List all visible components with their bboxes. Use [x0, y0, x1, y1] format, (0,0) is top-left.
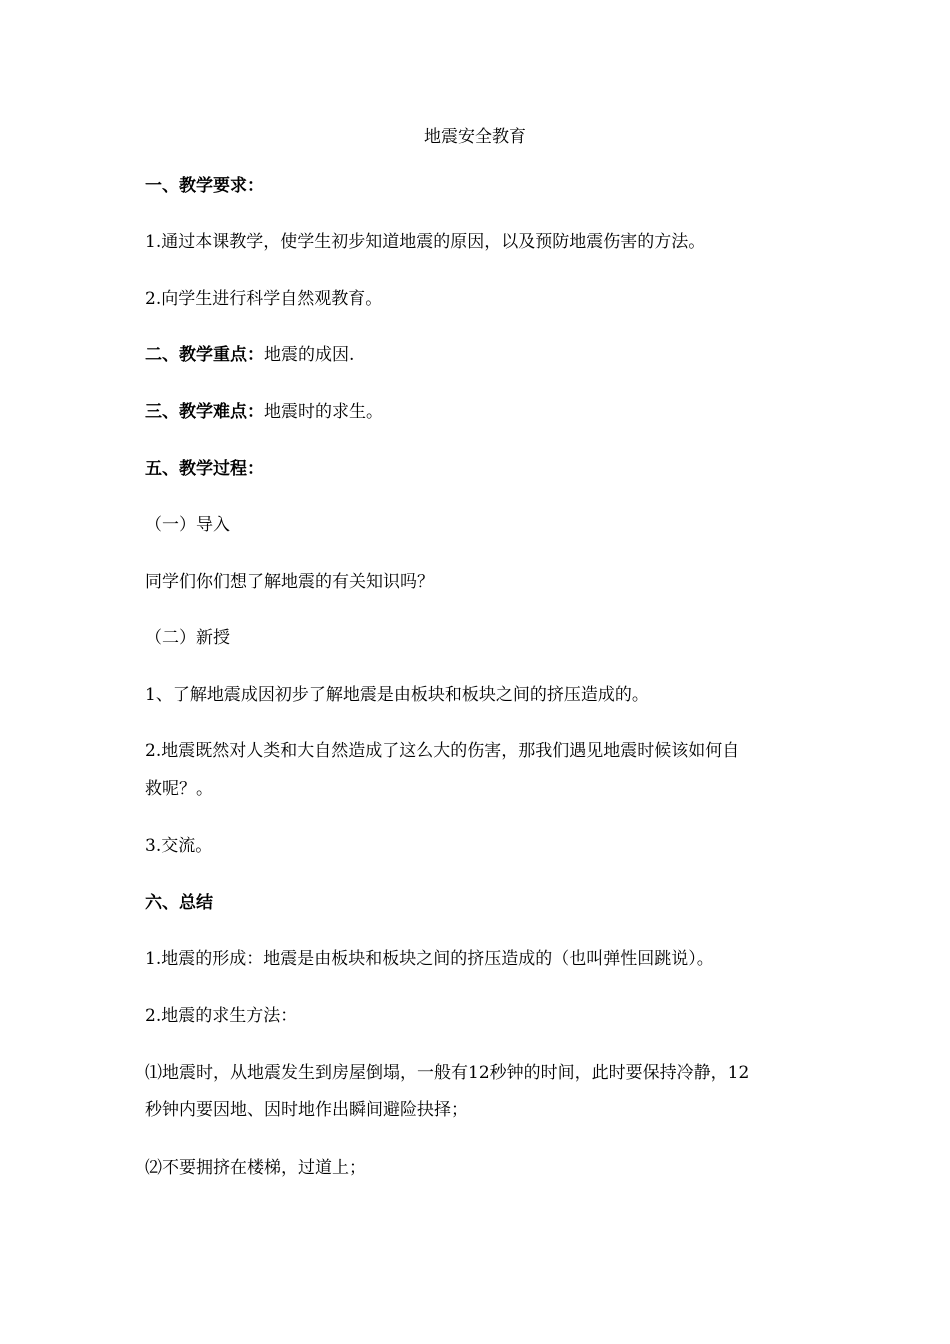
- section-heading-requirements: 一、教学要求：: [145, 176, 264, 196]
- key-point-line: [145, 345, 354, 365]
- paragraph: 同学们你们想了解地震的有关知识吗？: [145, 572, 434, 592]
- paragraph: ⑵不要拥挤在楼梯，过道上；: [145, 1158, 366, 1178]
- paragraph-continuation: 救呢？。: [145, 779, 213, 799]
- section-label-key-point: 二、教学重点：: [145, 345, 264, 365]
- paragraph: 2.地震既然对人类和大自然造成了这么大的伤害，那我们遇见地震时候该如何自: [145, 741, 740, 761]
- document-title: 地震安全教育: [424, 127, 526, 147]
- section-label-difficulty: 三、教学难点：: [145, 402, 264, 422]
- paragraph-continuation: 秒钟内要因地、因时地作出瞬间避险抉择；: [145, 1100, 468, 1120]
- section-heading-process: 五、教学过程：: [145, 459, 264, 479]
- section-text-key-point: 地震的成因.: [264, 345, 355, 365]
- subheading-intro: （一）导入: [145, 515, 230, 535]
- paragraph: 1.地震的形成：地震是由板块和板块之间的挤压造成的（也叫弹性回跳说）。: [145, 949, 714, 969]
- paragraph: 3.交流。: [145, 836, 213, 856]
- paragraph: 1、了解地震成因初步了解地震是由板块和板块之间的挤压造成的。: [145, 685, 649, 705]
- difficulty-line: [145, 402, 383, 422]
- subheading-new-lesson: （二）新授: [145, 628, 230, 648]
- section-text-difficulty: 地震时的求生。: [264, 402, 383, 422]
- paragraph: 2.向学生进行科学自然观教育。: [145, 289, 383, 309]
- paragraph: 2.地震的求生方法：: [145, 1006, 298, 1026]
- paragraph: ⑴地震时，从地震发生到房屋倒塌，一般有12秒钟的时间，此时要保持冷静，12: [145, 1063, 750, 1083]
- section-heading-summary: 六、总结: [145, 893, 213, 913]
- paragraph: 1.通过本课教学，使学生初步知道地震的原因，以及预防地震伤害的方法。: [145, 232, 706, 252]
